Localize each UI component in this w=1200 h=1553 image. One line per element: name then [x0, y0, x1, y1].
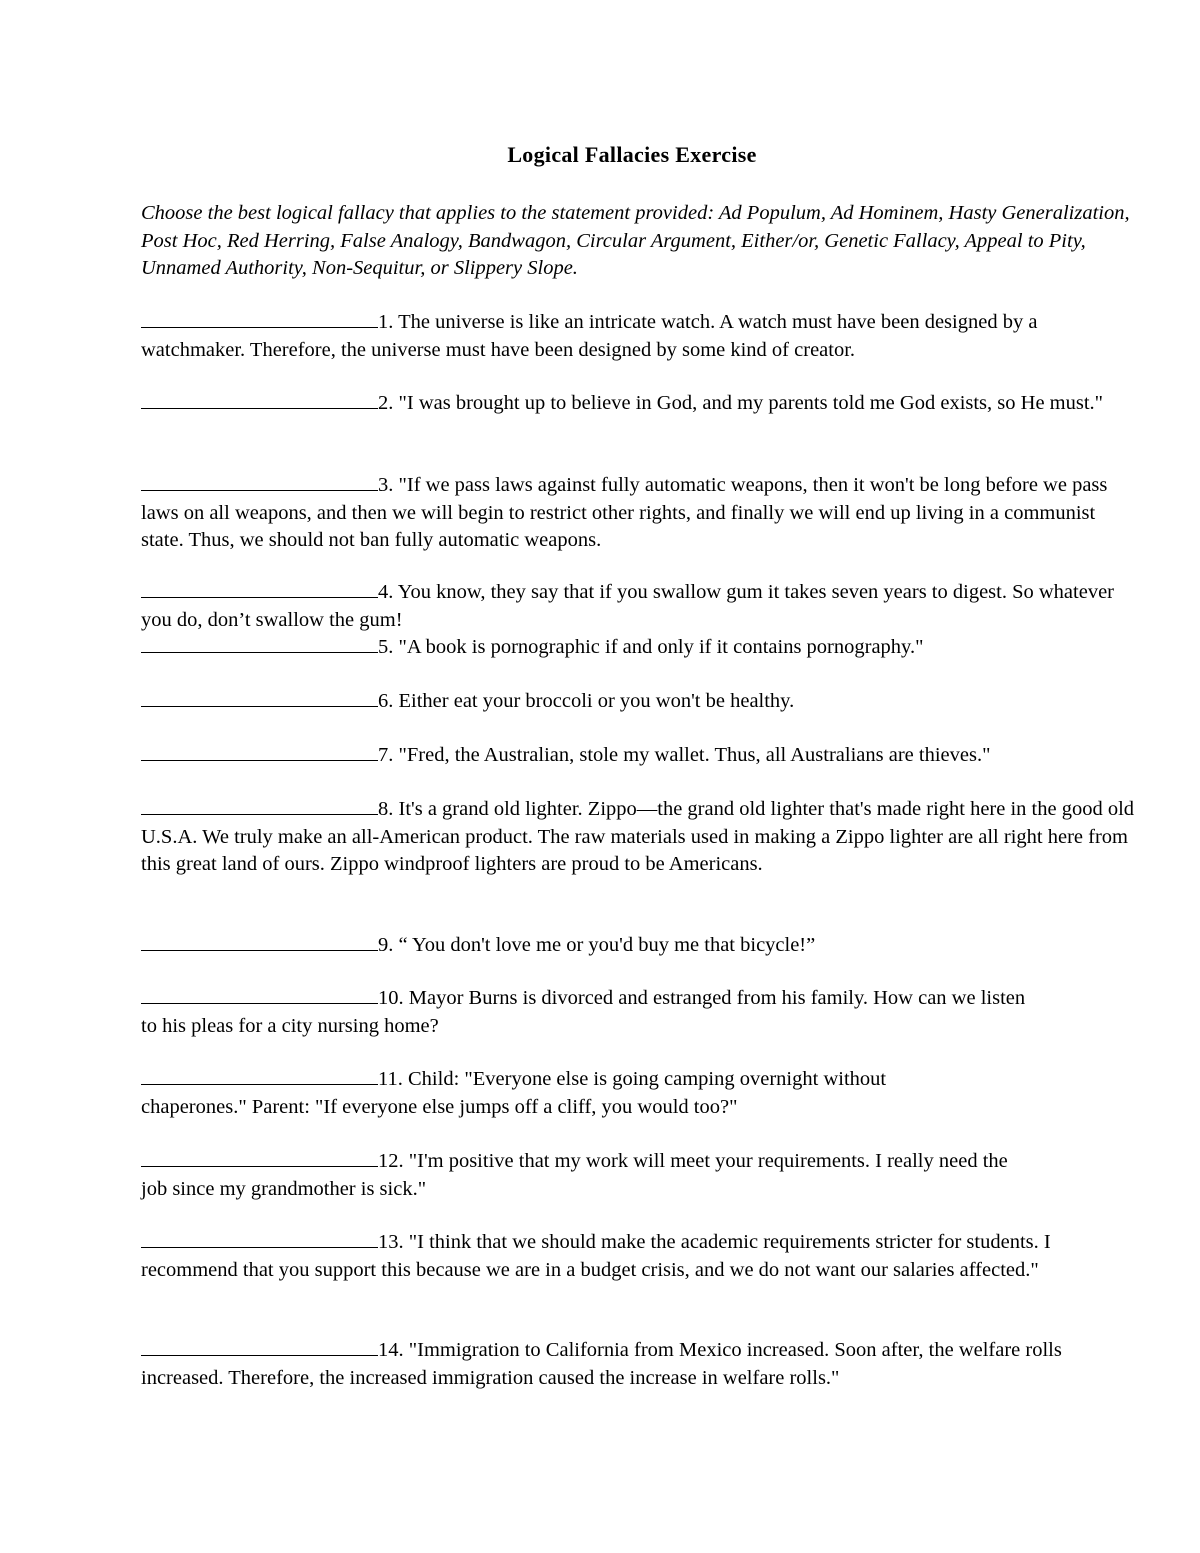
question-text: “ You don't love me or you'd buy me that bicycle!” [393, 934, 816, 956]
question-number: 2. [378, 392, 394, 414]
question-number: 10. [378, 987, 404, 1009]
answer-blank-1[interactable] [141, 309, 378, 328]
question-12 [141, 1148, 1026, 1203]
question-number: 4. [378, 581, 394, 603]
question-6 [141, 688, 1136, 716]
question-13 [141, 1229, 1106, 1284]
question-text: "I think that we should make the academic requirements stricter for students. I recommend that you support this because we are in a budget crisis, and we do not want our salaries affected." [141, 1231, 1051, 1281]
question-number: 7. [378, 744, 394, 766]
answer-blank-9[interactable] [141, 932, 378, 951]
question-14 [141, 1337, 1126, 1392]
question-text: "Immigration to California from Mexico increased. Soon after, the welfare rolls increased. Therefore, the increased immigration caused the increase in welfare rolls." [141, 1339, 1062, 1389]
answer-blank-6[interactable] [141, 688, 378, 707]
answer-blank-5[interactable] [141, 634, 378, 653]
question-number: 13. [378, 1231, 404, 1253]
question-number: 1. [378, 311, 394, 333]
question-text: Either eat your broccoli or you won't be healthy. [393, 690, 795, 712]
question-10 [141, 985, 1046, 1040]
question-number: 14. [378, 1339, 404, 1361]
answer-blank-12[interactable] [141, 1148, 378, 1167]
question-text: You know, they say that if you swallow gum it takes seven years to digest. So whatever you do, don’t swallow the gum! [141, 581, 1114, 631]
answer-blank-14[interactable] [141, 1337, 378, 1356]
answer-blank-13[interactable] [141, 1229, 378, 1248]
question-2 [141, 390, 1126, 418]
answer-blank-3[interactable] [141, 472, 378, 491]
answer-blank-8[interactable] [141, 796, 378, 815]
question-number: 8. [378, 798, 394, 820]
question-text: "Fred, the Australian, stole my wallet. Thus, all Australians are thieves." [393, 744, 991, 766]
question-text: Child: "Everyone else is going camping overnight without chaperones." Parent: "If everyone else jumps off a cliff, you would too?" [141, 1068, 887, 1118]
question-number: 9. [378, 934, 394, 956]
question-8 [141, 796, 1136, 879]
question-1 [141, 309, 1131, 364]
question-text: "I'm positive that my work will meet your requirements. I really need the job since my grandmother is sick." [141, 1150, 1008, 1200]
question-4 [141, 579, 1116, 634]
question-3 [141, 472, 1116, 555]
answer-blank-11[interactable] [141, 1066, 378, 1085]
question-7 [141, 742, 1136, 770]
question-9 [141, 932, 1136, 960]
question-text: It's a grand old lighter. Zippo—the grand old lighter that's made right here in the good old U.S.A. We truly make an all-American product. The raw materials used in making a Zippo lighter are all right here from this great land of ours. Zippo windproof lighters are proud to be Americans. [141, 798, 1135, 875]
question-number: 5. [378, 636, 394, 658]
question-text: "If we pass laws against fully automatic weapons, then it won't be long before we pass laws on all weapons, and then we will begin to restrict other rights, and finally we will end up living in a communist state. Thus, we should not ban fully automatic weapons. [141, 474, 1108, 551]
page-title: Logical Fallacies Exercise [507, 142, 757, 167]
answer-blank-7[interactable] [141, 742, 378, 761]
question-number: 6. [378, 690, 394, 712]
question-number: 3. [378, 474, 394, 496]
question-text: Mayor Burns is divorced and estranged from his family. How can we listen to his pleas for a city nursing home? [141, 987, 1026, 1037]
question-number: 12. [378, 1150, 404, 1172]
question-5 [141, 634, 1136, 662]
question-text: The universe is like an intricate watch. A watch must have been designed by a watchmaker. Therefore, the universe must have been designed by some kind of creator. [141, 311, 1038, 361]
answer-blank-4[interactable] [141, 579, 378, 598]
answer-blank-2[interactable] [141, 390, 378, 409]
question-text: "I was brought up to believe in God, and my parents told me God exists, so He must." [393, 392, 1104, 414]
question-11 [141, 1066, 976, 1121]
question-number: 11. [378, 1068, 403, 1090]
answer-blank-10[interactable] [141, 985, 378, 1004]
question-text: "A book is pornographic if and only if it contains pornography." [393, 636, 924, 658]
instructions: Choose the best logical fallacy that applies to the statement provided: Ad Populum, Ad Hominem, Hasty Generalization, Post Hoc, Red Herring, False Analogy, Bandwagon, Circular Argument, Either/or, Genetic Fallacy, Appeal to Pity, Unnamed Authority, Non-Sequitur, or Slippery Slope. [141, 202, 1130, 279]
